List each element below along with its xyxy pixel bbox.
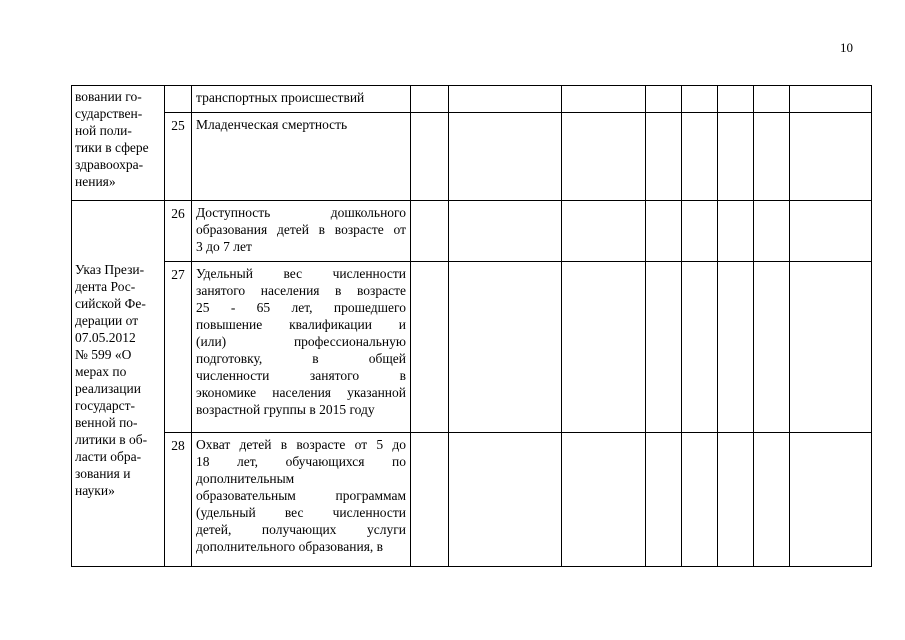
indicator-text-line: (удельный вес численности (196, 505, 406, 520)
indicator-cell (192, 262, 411, 433)
value-cell (411, 201, 449, 262)
document-text-line: науки» (75, 483, 115, 498)
indicator-text-line: (или) профессиональную (196, 334, 406, 349)
document-text-line: зования и (75, 466, 131, 481)
value-cell (682, 262, 718, 433)
indicator-cell (192, 201, 411, 262)
value-cell (754, 433, 790, 567)
value-cell (790, 201, 872, 262)
value-cell (562, 433, 646, 567)
indicator-text-line: подготовку, в общей (196, 351, 406, 366)
value-cell (449, 262, 562, 433)
value-cell (449, 201, 562, 262)
indicator-text-line: Доступность дошкольного (196, 205, 406, 220)
document-text-line: реализации (75, 381, 141, 396)
value-cell (646, 113, 682, 201)
document-text-line: нения» (75, 174, 116, 189)
indicator-text-line: дополнительного образования, в (196, 539, 384, 554)
indicator-text-line: Удельный вес численности (196, 266, 406, 281)
document-text-line: вовании го- (75, 89, 142, 104)
table-row (72, 262, 872, 433)
indicator-cell (192, 113, 411, 201)
indicator-text-line: повышение квалификации и (196, 317, 406, 332)
indicator-text-line: дополнительным (196, 471, 295, 486)
value-cell (411, 86, 449, 113)
document-text-line: сударствен- (75, 106, 143, 121)
page-number: 10 (840, 40, 853, 55)
value-cell (790, 86, 872, 113)
document-text-line: дента Рос- (75, 279, 136, 294)
value-cell (754, 86, 790, 113)
value-cell (682, 201, 718, 262)
document-text-line: ной поли- (75, 123, 132, 138)
value-cell (718, 86, 754, 113)
indicator-text-line: образовательным программам (196, 488, 406, 503)
indicator-text-line: детей, получающих услуги (196, 522, 406, 537)
value-cell (562, 86, 646, 113)
indicator-text-line: 3 до 7 лет (196, 239, 252, 254)
indicator-text-line: Младенческая смертность (196, 117, 348, 132)
indicator-text-line: занятого населения в возрасте (196, 283, 406, 298)
value-cell (411, 433, 449, 567)
value-cell (718, 433, 754, 567)
value-cell (682, 433, 718, 567)
document-cell (72, 201, 165, 567)
indicator-text-line: Охват детей в возрасте от 5 до (196, 437, 406, 452)
value-cell (754, 262, 790, 433)
value-cell (682, 86, 718, 113)
indicators-table (71, 85, 872, 567)
value-cell (646, 201, 682, 262)
value-cell (646, 262, 682, 433)
indicator-cell (192, 433, 411, 567)
document-text-line: 07.05.2012 (75, 330, 136, 345)
document-text-line: государст- (75, 398, 135, 413)
document-text-line: дерации от (75, 313, 139, 328)
value-cell (411, 113, 449, 201)
value-cell (790, 433, 872, 567)
indicator-text-line: возрастной группы в 2015 году (196, 402, 375, 417)
row-number: 25 (165, 113, 192, 201)
document-text-line: сийской Фе- (75, 296, 146, 311)
value-cell (449, 113, 562, 201)
value-cell (449, 433, 562, 567)
indicator-text-line: транспортных происшествий (196, 90, 365, 105)
table-row (72, 86, 872, 113)
value-cell (682, 113, 718, 201)
document-text-line: литики в об- (75, 432, 148, 447)
document-text-line: Указ Прези- (75, 262, 145, 277)
document-cell (72, 86, 165, 201)
indicator-cell (192, 86, 411, 113)
document-text-line: мерах по (75, 364, 127, 379)
value-cell (646, 433, 682, 567)
row-number: 28 (165, 433, 192, 567)
value-cell (790, 262, 872, 433)
indicator-text-line: 25 - 65 лет, прошедшего (196, 300, 406, 315)
indicator-text-line: экономике населения указанной (196, 385, 406, 400)
table-row (72, 201, 872, 262)
indicator-text-line: образования детей в возрасте от (196, 222, 406, 237)
value-cell (754, 201, 790, 262)
document-text-line: тики в сфере (75, 140, 149, 155)
value-cell (562, 113, 646, 201)
value-cell (718, 262, 754, 433)
value-cell (646, 86, 682, 113)
row-number: 27 (165, 262, 192, 433)
value-cell (718, 113, 754, 201)
value-cell (790, 113, 872, 201)
document-text-line: венной по- (75, 415, 138, 430)
document-text-line: ласти обра- (75, 449, 142, 464)
value-cell (718, 201, 754, 262)
document-text-line: здравоохра- (75, 157, 144, 172)
value-cell (449, 86, 562, 113)
indicator-text-line: 18 лет, обучающихся по (196, 454, 406, 469)
document-text-line: № 599 «О (75, 347, 132, 362)
value-cell (411, 262, 449, 433)
table-row (72, 113, 872, 201)
value-cell (562, 262, 646, 433)
value-cell (754, 113, 790, 201)
row-number: 26 (165, 201, 192, 262)
table-row (72, 433, 872, 567)
indicator-text-line: численности занятого в (196, 368, 406, 383)
value-cell (562, 201, 646, 262)
row-number (165, 86, 192, 113)
